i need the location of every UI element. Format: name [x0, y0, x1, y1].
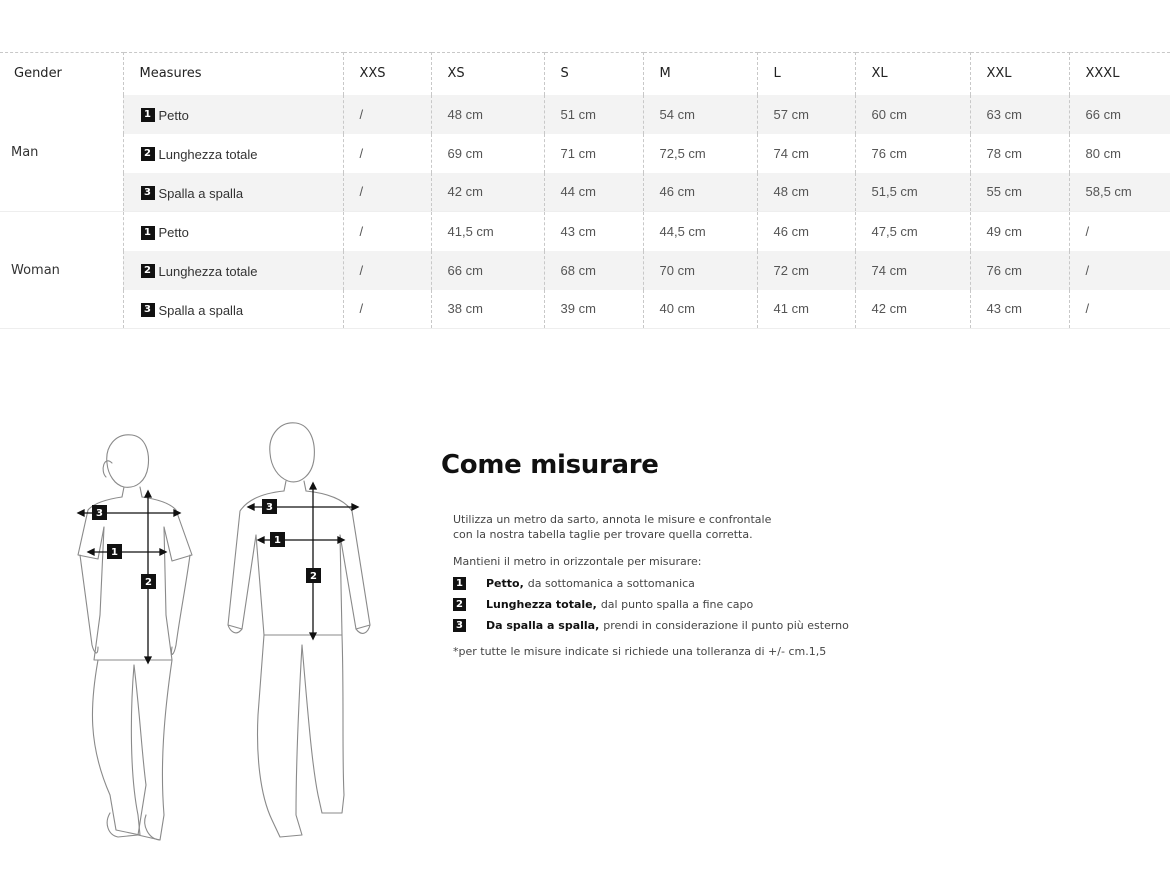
number-badge: 2 [141, 147, 155, 161]
value-cell: / [343, 134, 431, 173]
measure-label: Spalla a spalla [158, 185, 244, 201]
value-cell: 72 cm [757, 251, 855, 290]
value-cell: 80 cm [1085, 145, 1121, 161]
table-header-row [0, 53, 1170, 95]
size-chart-table [0, 52, 1170, 329]
list-item [453, 594, 1041, 615]
value-cell: 74 cm [757, 134, 855, 173]
value-cell: 43 cm [544, 212, 643, 251]
value-cell: 41,5 cm [431, 212, 544, 251]
woman-badge-1: 1 [111, 547, 118, 558]
header-gender: Gender [0, 53, 123, 95]
how-to-measure-section [441, 450, 1041, 658]
value-cell: 66 cm [431, 251, 544, 290]
woman-badge-3: 3 [96, 508, 103, 519]
value-cell: 48 cm [431, 95, 544, 134]
value-cell: 60 cm [855, 95, 970, 134]
number-badge: 3 [453, 619, 466, 632]
value-cell: 74 cm [855, 251, 970, 290]
header-size-xs: XS [431, 53, 544, 95]
value-cell: 39 cm [544, 290, 643, 329]
measure-label: Lunghezza totale [158, 146, 258, 162]
value-cell: 78 cm [970, 134, 1069, 173]
man-badge-1: 1 [274, 535, 281, 546]
number-badge: 2 [453, 598, 466, 611]
step-title: Da spalla a spalla, [486, 619, 600, 632]
value-cell: 47,5 cm [855, 212, 970, 251]
list-item [453, 573, 1041, 594]
value-cell: / [1085, 223, 1090, 239]
step-title: Lunghezza totale, [486, 598, 597, 611]
gender-woman: Woman [0, 212, 123, 329]
man-figure [228, 423, 370, 837]
header-size-m: M [643, 53, 757, 95]
number-badge: 1 [141, 226, 155, 240]
intro-line-1: Utilizza un metro da sarto, annota le misure e confrontale [453, 513, 772, 526]
table-row [0, 95, 1170, 134]
number-badge: 1 [453, 577, 466, 590]
table-row [0, 251, 1170, 290]
value-cell: / [343, 95, 431, 134]
table-row [0, 212, 1170, 251]
value-cell: / [343, 212, 431, 251]
value-cell: 42 cm [855, 290, 970, 329]
measure-cell [123, 95, 343, 134]
value-cell: 58,5 cm [1069, 173, 1170, 212]
woman-badge-2: 2 [145, 577, 152, 588]
value-cell: 69 cm [431, 134, 544, 173]
header-size-l: L [757, 53, 855, 95]
gender-man: Man [0, 95, 123, 212]
value-cell: 70 cm [643, 251, 757, 290]
keep-horizontal-text: Mantieni il metro in orizzontale per misurare: [453, 555, 702, 568]
man-badge-3: 3 [266, 502, 273, 513]
measure-label: Spalla a spalla [158, 302, 244, 318]
number-badge: 2 [141, 264, 155, 278]
value-cell: 71 cm [544, 134, 643, 173]
value-cell: 54 cm [643, 95, 757, 134]
table-row [0, 290, 1170, 329]
value-cell: 42 cm [431, 173, 544, 212]
value-cell: 76 cm [970, 251, 1069, 290]
value-cell: 57 cm [757, 95, 855, 134]
number-badge: 3 [141, 303, 155, 317]
measure-steps-list [453, 573, 1041, 636]
value-cell: 40 cm [643, 290, 757, 329]
step-title: Petto, [486, 577, 524, 590]
header-size-xxxl: XXXL [1069, 53, 1170, 95]
value-cell: / [343, 251, 431, 290]
intro-text [453, 512, 813, 542]
value-cell: 76 cm [855, 134, 970, 173]
value-cell: 66 cm [1069, 95, 1170, 134]
step-text: prendi in considerazione il punto più esterno [603, 619, 849, 632]
step-text: dal punto spalla a fine capo [600, 598, 754, 611]
measure-cell [123, 290, 343, 329]
header-size-s: S [544, 53, 643, 95]
header-size-xxl: XXL [970, 53, 1069, 95]
value-cell: 46 cm [643, 173, 757, 212]
tolerance-note: *per tutte le misure indicate si richiede una tolleranza di +/- cm.1,5 [453, 645, 827, 658]
header-size-xl: XL [855, 53, 970, 95]
value-cell: 44,5 cm [643, 212, 757, 251]
value-cell: 43 cm [970, 290, 1069, 329]
how-to-title: Come misurare [441, 450, 659, 480]
value-cell: / [343, 173, 431, 212]
measure-cell [123, 134, 343, 173]
header-measures: Measures [123, 53, 343, 95]
measure-cell [123, 173, 343, 212]
value-cell: 72,5 cm [643, 134, 757, 173]
value-cell: 48 cm [757, 173, 855, 212]
measure-cell [123, 251, 343, 290]
table-row [0, 134, 1170, 173]
measure-label: Lunghezza totale [158, 263, 258, 279]
value-cell: 51,5 cm [855, 173, 970, 212]
value-cell: 68 cm [544, 251, 643, 290]
number-badge: 1 [141, 108, 155, 122]
value-cell: 38 cm [431, 290, 544, 329]
value-cell: 49 cm [970, 212, 1069, 251]
value-cell: 41 cm [757, 290, 855, 329]
woman-figure [78, 435, 192, 840]
table-row [0, 173, 1170, 212]
value-cell: 63 cm [970, 95, 1069, 134]
value-cell: / [343, 290, 431, 329]
list-item [453, 615, 1041, 636]
measure-label: Petto [158, 107, 189, 123]
measure-label: Petto [158, 225, 189, 240]
value-cell: / [1069, 290, 1170, 329]
value-cell: 51 cm [544, 95, 643, 134]
measuring-figures-illustration [60, 415, 400, 850]
value-cell: 55 cm [970, 173, 1069, 212]
measure-cell [123, 212, 343, 251]
value-cell: / [1069, 251, 1170, 290]
intro-line-2: con la nostra tabella taglie per trovare quella corretta. [453, 528, 753, 541]
value-cell: 46 cm [757, 212, 855, 251]
value-cell: 44 cm [544, 173, 643, 212]
header-size-xxs: XXS [343, 53, 431, 95]
man-badge-2: 2 [310, 571, 317, 582]
step-text: da sottomanica a sottomanica [527, 577, 695, 590]
number-badge: 3 [141, 186, 155, 200]
